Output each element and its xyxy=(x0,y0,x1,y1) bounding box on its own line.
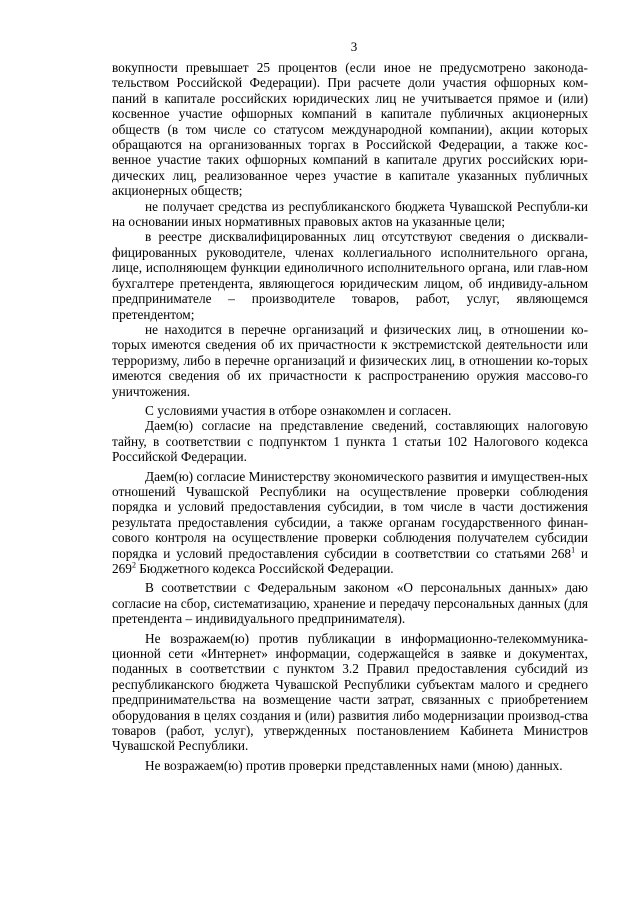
article-268-superscript: 1 xyxy=(571,545,576,555)
paragraph-no-budget-funds: не получает средства из республиканского бюджета Чувашской Республи-ки на основании иных нормативных правовых актов на указанные цели; xyxy=(112,198,588,230)
paragraph-data-verification: Не возражаем(ю) против проверки представленных нами (мною) данных. xyxy=(145,757,563,773)
inspection-consent-text: Даем(ю) согласие Министерству экономического развития и имуществен-ных отношений Чувашской Республики на осуществление проверки соблюдения порядка и условий предоставления субсидии, в том числе в части достижения результата предоставления субсидии, а также органам государственного финан-сового контроля на осуществление проверки соблюдения получателем субсидии порядка и условий предоставления субсидии в соответствии со статьями 268 xyxy=(112,468,588,561)
paragraph-disqualified-registry: в реестре дисквалифицированных лиц отсутствуют сведения о дисквали-фицированных руководителе, членах коллегиального исполнительного органа, лице, исполняющем функции единоличного исполнительного органа, или глав-ном бухгалтере претендента, являющегося юридическим лицом, об индивиду-альном предпринимателе – производителе товаров, работ, услуг, являющемся претендентом; xyxy=(112,229,588,322)
paragraph-inspection-consent xyxy=(112,469,588,577)
paragraph-conditions-accepted: С условиями участия в отборе ознакомлен и согласен. xyxy=(145,402,452,418)
paragraph-internet-publication: Не возражаем(ю) против публикации в информационно-телекоммуника-ционной сети «Интернет» информации, содержащейся в заявке и документах, поданных в соответствии с пунктом 3.2 Правил предоставления субсидий из республиканского бюджета Чувашской Республики субъектам малого и среднего предпринимательства на возмещение части затрат, связанных с приобретением оборудования в целях создания и (или) развития либо модернизации производ-ства товаров (работ, услуг), утвержденных постановлением Кабинета Министров Чувашской Республики. xyxy=(112,630,588,754)
paragraph-personal-data-consent: В соответствии с Федеральным законом «О персональных данных» даю согласие на сбор, систематизацию, хранение и передачу персональных данных (для претендента – индивидуального предпринимателя). xyxy=(112,580,588,627)
document-body xyxy=(112,60,588,773)
inspection-consent-and: и 269 xyxy=(112,545,588,576)
paragraph-tax-secret-consent: Даем(ю) согласие на представление сведений, составляющих налоговую тайну, в соответствии с подпунктом 1 пункта 1 статьи 102 Налогового кодекса Российской Федерации. xyxy=(112,418,588,465)
paragraph-extremism-list: не находится в перечне организаций и физических лиц, в отношении ко-торых имеются сведения об их причастности к экстремистской деятельности или терроризму, либо в перечне организаций и физических лиц, в отношении ко-торых имеются сведения об их причастности к распространению оружия массово-го уничтожения. xyxy=(112,321,588,399)
inspection-consent-tail: Бюджетного кодекса Российской Федерации. xyxy=(139,561,394,576)
page-number: 3 xyxy=(350,39,358,54)
article-269-superscript: 2 xyxy=(131,560,136,570)
paragraph-offshore-share: вокупности превышает 25 процентов (если иное не предусмотрено законода-тельством Российской Федерации). При расчете доли участия офшорных ком-паний в капитале российских юридических лиц не учитывается прямое и (или) косвенное участие офшорных компаний в капитале публичных акционерных обществ (в том числе со статусом международной компании), акции которых обращаются на организованных торгах в Российской Федерации, а также кос-венное участие таких офшорных компаний в капитале других российских юри-дических лиц, реализованное через участие в капитале указанных публичных акционерных обществ; xyxy=(112,60,588,199)
